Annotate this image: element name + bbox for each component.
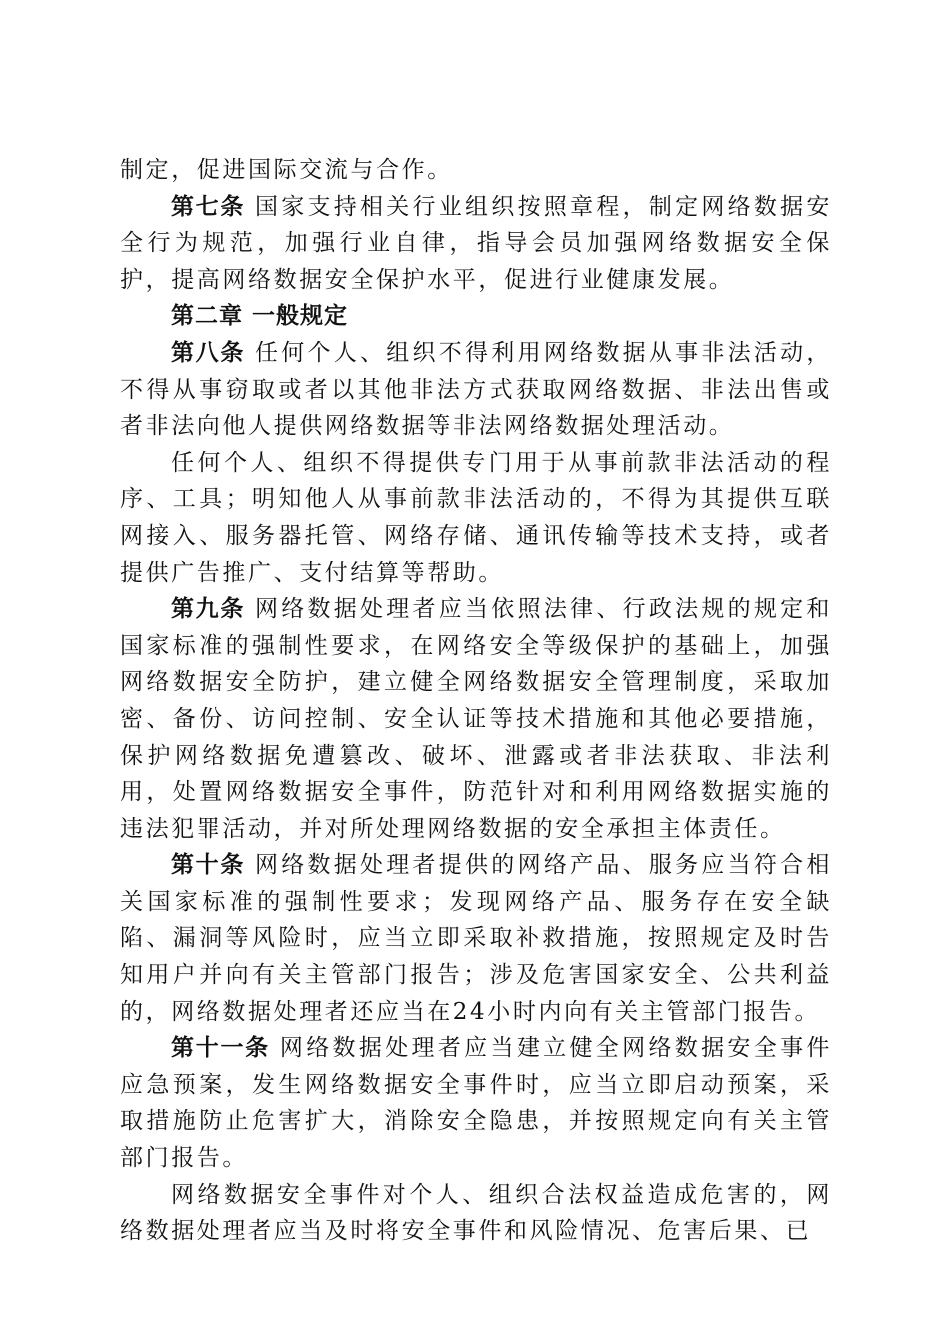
article-text: 网络数据处理者应当建立健全网络数据安全事件应急预案，发生网络数据安全事件时，应当立即启动预案，采取措施防止危害扩大，消除安全隐患，并按照规定向有关主管部门报告。 <box>120 1035 832 1172</box>
article-11-paragraph-2 <box>120 1177 832 1250</box>
article-label: 第八条 <box>171 339 245 366</box>
paragraph-text: 网络数据安全事件对个人、组织合法权益造成危害的，网络数据处理者应当及时将安全事件和风险情况、危害后果、已 <box>120 1181 832 1245</box>
article-text: 国家支持相关行业组织按照章程，制定网络数据安全行为规范，加强行业自律，指导会员加强网络数据安全保护，提高网络数据安全保护水平，促进行业健康发展。 <box>120 193 833 293</box>
article-8-paragraph-2 <box>120 445 832 591</box>
chapter-heading <box>120 298 832 335</box>
article-text: 网络数据处理者提供的网络产品、服务应当符合相关国家标准的强制性要求；发现网络产品、服务存在安全缺陷、漏洞等风险时，应当立即采取补救措施，按照规定及时告知用户并向有关主管部门报告；涉及危害国家安全、公共利益的，网络数据处理者还应当在24小时内向有关主管部门报告。 <box>120 852 833 1025</box>
document-page <box>120 152 832 1250</box>
chapter-title: 第二章 一般规定 <box>171 303 349 330</box>
article-label: 第十一条 <box>171 1035 270 1062</box>
paragraph-continuation <box>120 152 832 189</box>
article-text: 任何个人、组织不得利用网络数据从事非法活动，不得从事窃取或者以其他非法方式获取网络数据、非法出售或者非法向他人提供网络数据等非法网络数据处理活动。 <box>120 339 833 440</box>
article-label: 第九条 <box>171 596 245 623</box>
article-text: 网络数据处理者应当依照法律、行政法规的规定和国家标准的强制性要求，在网络安全等级保护的基础上，加强网络数据安全防护，建立健全网络数据安全管理制度，采取加密、备份、访问控制、安全认证等技术措施和其他必要措施，保护网络数据免遭篡改、破坏、泄露或者非法获取、非法利用，处置网络数据安全事件，防范针对和利用网络数据实施的违法犯罪活动，并对所处理网络数据的安全承担主体责任。 <box>120 596 833 842</box>
article-label: 第七条 <box>171 193 245 220</box>
article-7 <box>120 189 832 299</box>
article-9 <box>120 591 832 847</box>
paragraph-text: 制定，促进国际交流与合作。 <box>120 157 453 183</box>
article-8 <box>120 335 832 445</box>
paragraph-text: 任何个人、组织不得提供专门用于从事前款非法活动的程序、工具；明知他人从事前款非法活动的，不得为其提供互联网接入、服务器托管、网络存储、通讯传输等技术支持，或者提供广告推广、支付结算等帮助。 <box>120 449 832 586</box>
article-10 <box>120 847 832 1030</box>
article-11 <box>120 1030 832 1176</box>
article-label: 第十条 <box>171 852 245 879</box>
